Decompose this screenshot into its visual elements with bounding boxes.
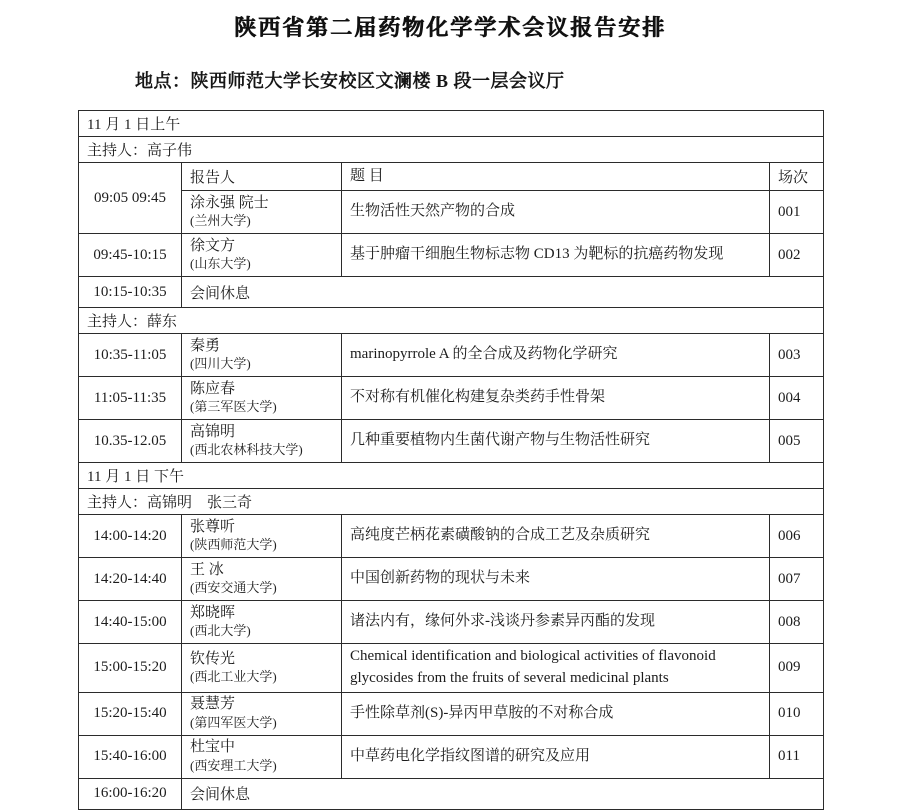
venue-line: 地点：陕西师范大学长安校区文澜楼 B 段一层会议厅 <box>135 71 565 91</box>
speaker-affiliation: (西安理工大学) <box>190 757 277 773</box>
time-cell: 16:00-16:20 <box>79 778 182 809</box>
talk-row <box>79 334 824 377</box>
speaker-name: 徐文方 <box>190 237 236 254</box>
speaker-affiliation: (第三军医大学) <box>190 399 277 415</box>
schedule-table <box>78 110 824 810</box>
moderator-row <box>79 137 824 163</box>
speaker-name: 钦传光 <box>190 650 236 667</box>
moderator-row <box>79 308 824 334</box>
talk-title: marinopyrrole A 的全合成及药物化学研究 <box>342 334 770 377</box>
speaker-affiliation: (西安交通大学) <box>190 580 277 596</box>
talk-row <box>79 234 824 277</box>
col-header-session: 场次 <box>770 163 824 191</box>
time-cell: 15:40-16:00 <box>79 735 182 778</box>
session-date: 11 月 1 日 下午 <box>79 463 824 489</box>
col-header-speaker: 报告人 <box>182 163 342 191</box>
speaker-cell <box>182 334 342 377</box>
talk-row <box>79 515 824 558</box>
talk-row <box>79 377 824 420</box>
speaker-name: 王 冰 <box>190 561 224 578</box>
moderator-label: 主持人：高子伟 <box>79 137 824 163</box>
session-number: 011 <box>770 735 824 778</box>
moderator-label: 主持人：薛东 <box>79 308 824 334</box>
talk-row <box>79 191 824 234</box>
time-cell: 14:00-14:20 <box>79 515 182 558</box>
talk-title: 诸法内有，缘何外求-浅谈丹参素异丙酯的发现 <box>342 601 770 644</box>
time-cell: 15:20-15:40 <box>79 692 182 735</box>
moderator-row <box>79 489 824 515</box>
talk-row <box>79 601 824 644</box>
session-number: 009 <box>770 644 824 693</box>
session-number: 008 <box>770 601 824 644</box>
speaker-affiliation: (西北大学) <box>190 623 251 639</box>
speaker-name: 张尊听 <box>190 518 236 535</box>
speaker-cell <box>182 377 342 420</box>
talk-title: 手性除草剂(S)-异丙甲草胺的不对称合成 <box>342 692 770 735</box>
speaker-affiliation: (山东大学) <box>190 256 251 272</box>
session-date: 11 月 1 日上午 <box>79 111 824 137</box>
col-header-title: 题 目 <box>342 163 770 191</box>
moderator-label: 主持人：高锦明 张三奇 <box>79 489 824 515</box>
speaker-name: 涂永强 院士 <box>190 194 269 211</box>
speaker-affiliation: (西北工业大学) <box>190 669 277 685</box>
break-label: 会间休息 <box>182 277 824 308</box>
time-cell: 09:05 09:45 <box>79 163 182 234</box>
speaker-name: 高锦明 <box>190 423 236 440</box>
session-number: 003 <box>770 334 824 377</box>
time-cell: 10:35-11:05 <box>79 334 182 377</box>
session-number: 006 <box>770 515 824 558</box>
speaker-cell <box>182 191 342 234</box>
talk-row <box>79 558 824 601</box>
session-number: 005 <box>770 420 824 463</box>
speaker-cell <box>182 601 342 644</box>
speaker-affiliation: (陕西师范大学) <box>190 537 277 553</box>
speaker-name: 杜宝中 <box>190 739 236 756</box>
time-cell: 14:20-14:40 <box>79 558 182 601</box>
time-cell: 10.35-12.05 <box>79 420 182 463</box>
talk-row <box>79 644 824 693</box>
section-row <box>79 463 824 489</box>
talk-row <box>79 420 824 463</box>
speaker-affiliation: (四川大学) <box>190 356 251 372</box>
talk-row <box>79 735 824 778</box>
speaker-name: 陈应春 <box>190 380 236 397</box>
speaker-cell <box>182 644 342 693</box>
time-cell: 11:05-11:35 <box>79 377 182 420</box>
speaker-affiliation: (第四军医大学) <box>190 714 277 730</box>
time-cell: 14:40-15:00 <box>79 601 182 644</box>
speaker-affiliation: (兰州大学) <box>190 213 251 229</box>
time-cell: 09:45-10:15 <box>79 234 182 277</box>
session-number: 004 <box>770 377 824 420</box>
break-label: 会间休息 <box>182 778 824 809</box>
section-row <box>79 111 824 137</box>
speaker-cell <box>182 420 342 463</box>
time-cell: 10:15-10:35 <box>79 277 182 308</box>
column-header-row <box>79 163 824 191</box>
session-number: 002 <box>770 234 824 277</box>
speaker-name: 聂慧芳 <box>190 696 236 713</box>
talk-title: 不对称有机催化构建复杂类药手性骨架 <box>342 377 770 420</box>
talk-row <box>79 692 824 735</box>
talk-title: 基于肿瘤干细胞生物标志物 CD13 为靶标的抗癌药物发现 <box>342 234 770 277</box>
document-title: 陕西省第二届药物化学学术会议报告安排 <box>233 15 666 40</box>
break-row <box>79 778 824 809</box>
speaker-affiliation: (西北农林科技大学) <box>190 442 303 458</box>
session-number: 001 <box>770 191 824 234</box>
talk-title: 高纯度芒柄花素磺酸钠的合成工艺及杂质研究 <box>342 515 770 558</box>
talk-title: 生物活性天然产物的合成 <box>342 191 770 234</box>
speaker-name: 郑晓晖 <box>190 604 236 621</box>
talk-title: 中草药电化学指纹图谱的研究及应用 <box>342 735 770 778</box>
session-number: 007 <box>770 558 824 601</box>
talk-title: Chemical identification and biological activities of flavonoid glycosides from the fruits of several medicinal plants <box>342 644 770 693</box>
speaker-cell <box>182 558 342 601</box>
session-number: 010 <box>770 692 824 735</box>
speaker-cell <box>182 234 342 277</box>
speaker-name: 秦勇 <box>190 337 221 354</box>
speaker-cell <box>182 515 342 558</box>
time-cell: 15:00-15:20 <box>79 644 182 693</box>
talk-title: 几种重要植物内生菌代谢产物与生物活性研究 <box>342 420 770 463</box>
speaker-cell <box>182 692 342 735</box>
talk-title: 中国创新药物的现状与未来 <box>342 558 770 601</box>
break-row <box>79 277 824 308</box>
speaker-cell <box>182 735 342 778</box>
